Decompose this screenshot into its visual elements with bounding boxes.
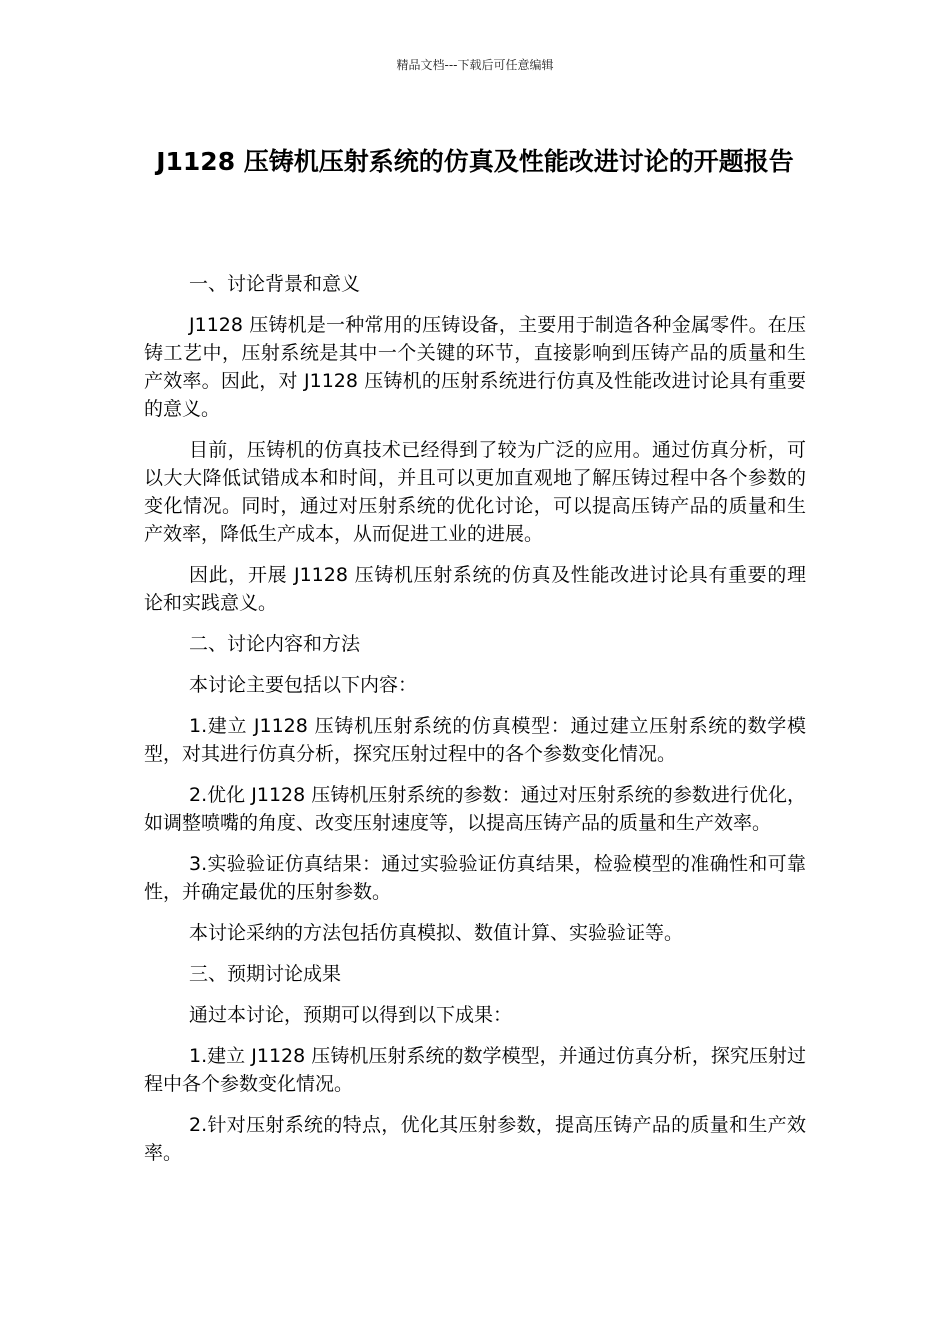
paragraph: 通过本讨论，预期可以得到以下成果： xyxy=(189,1004,513,1026)
list-item: 2.优化 J1128 压铸机压射系统的参数：通过对压射系统的参数进行优化，如调整喷嘴的角度、改变压射速度等，以提高压铸产品的质量和生产效率。 xyxy=(144,784,806,834)
section-heading-expected-results: 三、预期讨论成果 xyxy=(189,963,342,985)
paragraph: 本讨论主要包括以下内容： xyxy=(189,674,418,696)
document-body xyxy=(144,270,806,1180)
paragraph: 本讨论采纳的方法包括仿真模拟、数值计算、实验验证等。 xyxy=(189,922,684,944)
list-item: 1.建立 J1128 压铸机压射系统的数学模型，并通过仿真分析，探究压射过程中各个参数变化情况。 xyxy=(144,1045,806,1095)
header-note: 精品文档---下载后可任意编辑 xyxy=(396,58,554,72)
list-item: 2.针对压射系统的特点，优化其压射参数，提高压铸产品的质量和生产效率。 xyxy=(144,1114,806,1164)
paragraph: J1128 压铸机是一种常用的压铸设备，主要用于制造各种金属零件。在压铸工艺中，压射系统是其中一个关键的环节，直接影响到压铸产品的质量和生产效率。因此，对 J1128 压铸机的压射系统进行仿真及性能改进讨论具有重要的意义。 xyxy=(144,314,806,420)
section-heading-background: 一、讨论背景和意义 xyxy=(189,273,361,295)
document-title: J1128 压铸机压射系统的仿真及性能改进讨论的开题报告 xyxy=(156,147,794,176)
list-item: 3.实验验证仿真结果：通过实验验证仿真结果，检验模型的准确性和可靠性，并确定最优的压射参数。 xyxy=(144,853,806,903)
paragraph: 因此，开展 J1128 压铸机压射系统的仿真及性能改进讨论具有重要的理论和实践意义。 xyxy=(144,564,806,614)
list-item: 1.建立 J1128 压铸机压射系统的仿真模型：通过建立压射系统的数学模型，对其进行仿真分析，探究压射过程中的各个参数变化情况。 xyxy=(144,715,806,765)
paragraph: 目前，压铸机的仿真技术已经得到了较为广泛的应用。通过仿真分析，可以大大降低试错成本和时间，并且可以更加直观地了解压铸过程中各个参数的变化情况。同时，通过对压射系统的优化讨论，可以提高压铸产品的质量和生产效率，降低生产成本，从而促进工业的进展。 xyxy=(144,439,806,545)
section-heading-content-methods: 二、讨论内容和方法 xyxy=(189,633,361,655)
